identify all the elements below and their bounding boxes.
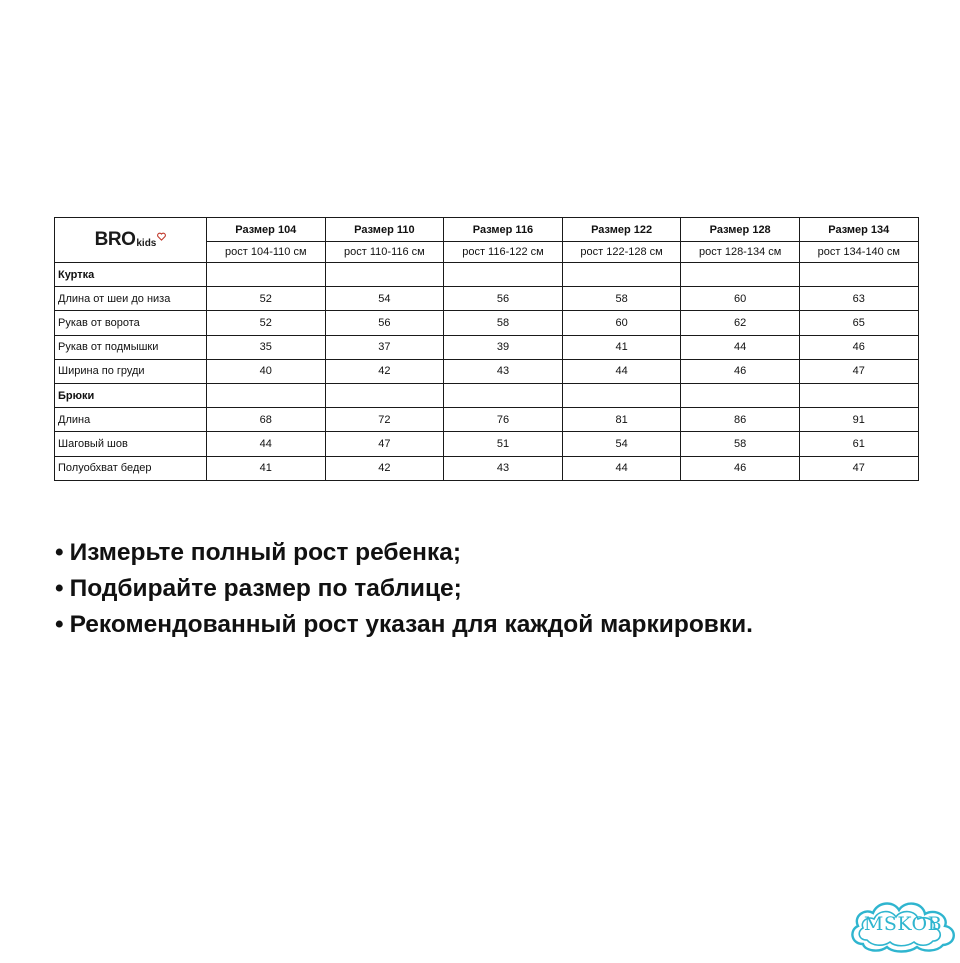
height-range-cell: рост 104-110 см [207, 242, 326, 263]
table-row [55, 432, 919, 456]
section-row [55, 383, 919, 407]
brand-logo [95, 229, 167, 251]
measurement-value: 86 [681, 408, 800, 432]
table-row [55, 287, 919, 311]
measurement-value: 43 [444, 456, 563, 480]
table-row [55, 359, 919, 383]
measurement-value: 58 [681, 432, 800, 456]
height-range-cell: рост 110-116 см [325, 242, 444, 263]
measurement-value: 58 [562, 287, 681, 311]
watermark-text: MSKOB [863, 913, 943, 935]
empty-cell [207, 263, 326, 287]
empty-cell [799, 383, 918, 407]
measurement-value: 46 [799, 335, 918, 359]
measurement-value: 52 [207, 287, 326, 311]
empty-cell [681, 383, 800, 407]
measurement-label: Шаговый шов [55, 432, 207, 456]
measurement-value: 54 [325, 287, 444, 311]
bullet-icon: • [55, 611, 64, 638]
size-header-cell: Размер 110 [325, 218, 444, 242]
size-header-cell: Размер 104 [207, 218, 326, 242]
measurement-value: 40 [207, 359, 326, 383]
measurement-value: 42 [325, 359, 444, 383]
height-range-cell: рост 134-140 см [799, 242, 918, 263]
tip-item [55, 571, 753, 607]
bullet-icon: • [55, 575, 64, 602]
measurement-value: 60 [681, 287, 800, 311]
measurement-value: 42 [325, 456, 444, 480]
measurement-value: 91 [799, 408, 918, 432]
empty-cell [681, 263, 800, 287]
measurement-label: Рукав от ворота [55, 311, 207, 335]
empty-cell [562, 263, 681, 287]
measurement-value: 61 [799, 432, 918, 456]
size-header-cell: Размер 134 [799, 218, 918, 242]
measurement-value: 56 [444, 287, 563, 311]
measurement-value: 72 [325, 408, 444, 432]
tip-item [55, 607, 753, 643]
measurement-value: 44 [207, 432, 326, 456]
table-row [55, 335, 919, 359]
measurement-value: 68 [207, 408, 326, 432]
measurement-label: Полуобхват бедер [55, 456, 207, 480]
section-title: Куртка [55, 263, 207, 287]
table-row [55, 456, 919, 480]
height-range-cell: рост 122-128 см [562, 242, 681, 263]
empty-cell [444, 383, 563, 407]
tip-text: Измерьте полный рост ребенка; [69, 539, 462, 566]
measurement-value: 76 [444, 408, 563, 432]
empty-cell [444, 263, 563, 287]
measurement-label: Ширина по груди [55, 359, 207, 383]
height-range-cell: рост 116-122 см [444, 242, 563, 263]
measurement-value: 47 [799, 359, 918, 383]
section-row [55, 263, 919, 287]
empty-cell [325, 383, 444, 407]
bullet-icon: • [55, 539, 64, 566]
height-range-cell: рост 128-134 см [681, 242, 800, 263]
measurement-value: 81 [562, 408, 681, 432]
measurement-value: 51 [444, 432, 563, 456]
measurement-value: 56 [325, 311, 444, 335]
size-header-cell: Размер 122 [562, 218, 681, 242]
empty-cell [799, 263, 918, 287]
measurement-value: 37 [325, 335, 444, 359]
brand-name: BRO [94, 229, 136, 250]
measurement-value: 52 [207, 311, 326, 335]
measurement-value: 35 [207, 335, 326, 359]
measurement-value: 46 [681, 359, 800, 383]
measurement-value: 44 [681, 335, 800, 359]
measurement-value: 44 [562, 456, 681, 480]
measurement-label: Длина [55, 408, 207, 432]
empty-cell [325, 263, 444, 287]
measurement-tips [55, 535, 753, 643]
watermark [845, 890, 960, 958]
size-header-cell: Размер 128 [681, 218, 800, 242]
size-header-row [55, 218, 919, 242]
measurement-value: 43 [444, 359, 563, 383]
tip-text: Подбирайте размер по таблице; [69, 575, 462, 602]
section-title: Брюки [55, 383, 207, 407]
table-row [55, 408, 919, 432]
tip-item [55, 535, 753, 571]
empty-cell [562, 383, 681, 407]
measurement-label: Длина от шеи до низа [55, 287, 207, 311]
measurement-value: 41 [562, 335, 681, 359]
tip-text: Рекомендованный рост указан для каждой маркировки. [69, 611, 753, 638]
measurement-value: 60 [562, 311, 681, 335]
measurement-value: 65 [799, 311, 918, 335]
measurement-value: 39 [444, 335, 563, 359]
size-header-cell: Размер 116 [444, 218, 563, 242]
measurement-value: 63 [799, 287, 918, 311]
table-row [55, 311, 919, 335]
size-chart-table [54, 217, 919, 481]
brand-suffix: kids [136, 238, 157, 249]
measurement-value: 47 [325, 432, 444, 456]
measurement-value: 62 [681, 311, 800, 335]
measurement-value: 44 [562, 359, 681, 383]
measurement-value: 41 [207, 456, 326, 480]
heart-icon [157, 232, 166, 241]
measurement-value: 46 [681, 456, 800, 480]
measurement-label: Рукав от подмышки [55, 335, 207, 359]
measurement-value: 58 [444, 311, 563, 335]
empty-cell [207, 383, 326, 407]
brand-logo-cell [55, 218, 207, 263]
measurement-value: 54 [562, 432, 681, 456]
measurement-value: 47 [799, 456, 918, 480]
